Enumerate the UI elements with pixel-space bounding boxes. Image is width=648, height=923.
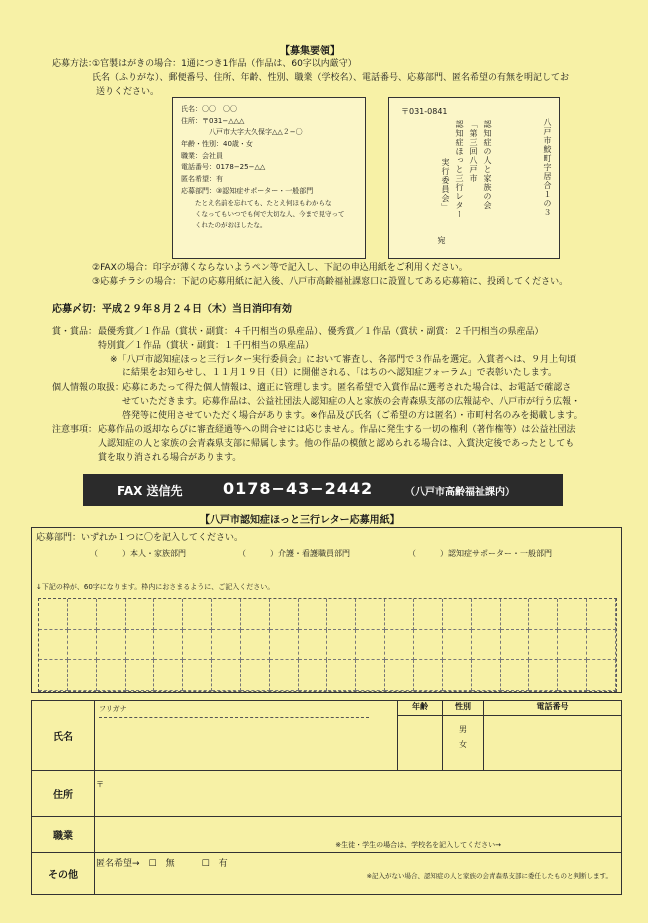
grid-cell[interactable] bbox=[328, 660, 357, 691]
sample-work3: くれたのがおほしたな。 bbox=[195, 221, 267, 229]
furigana-line bbox=[99, 717, 369, 718]
form-title: 【八戸市認知症ほっと三行レター応募用紙】 bbox=[200, 515, 400, 526]
grid-cell[interactable] bbox=[299, 630, 328, 661]
grid-cell[interactable] bbox=[39, 660, 68, 691]
grid-cell[interactable] bbox=[529, 599, 558, 630]
sample-anon: 匿名希望：有 bbox=[181, 175, 223, 183]
phone-field[interactable] bbox=[484, 701, 622, 771]
method-line1: ①官製はがきの場合：1通につき1作品（作品は、60字以内厳守） bbox=[92, 59, 357, 69]
prize1: 最優秀賞／１作品（賞状・副賞：４千円相当の県産品）、優秀賞／１作品（賞状・副賞：２千円相当の県産品） bbox=[98, 327, 544, 337]
method-fax: ②FAXの場合：印字が薄くならないようペン等で記入し、下記の申込用紙をご利用ください。 bbox=[92, 263, 468, 273]
sample-address1: 住所：〒031−△△△ bbox=[181, 117, 245, 125]
grid-cell[interactable] bbox=[270, 599, 299, 630]
grid-cell[interactable] bbox=[501, 599, 530, 630]
grid-cell[interactable] bbox=[154, 630, 183, 661]
sample-dept: 応募部門：③認知症サポーター・一般部門 bbox=[181, 187, 314, 195]
sample-col5: 実行委員会」 bbox=[441, 158, 450, 212]
gender-male[interactable]: 男 bbox=[459, 725, 467, 734]
sample-col2: 認知症の人と家族の会 bbox=[483, 120, 492, 210]
grid-cell[interactable] bbox=[241, 630, 270, 661]
grid-cell[interactable] bbox=[270, 660, 299, 691]
dept-option-family[interactable]: （ ）本人・家族部門 bbox=[90, 549, 186, 558]
grid-cell[interactable] bbox=[356, 630, 385, 661]
dept-option-supporter[interactable]: （ ）認知症サポーター・一般部門 bbox=[408, 549, 552, 558]
prize-note1: ※「八戸市認知症ほっと三行レター実行委員会」において審査し、各部門で３作品を選定。入賞者へは、９月上旬頃 bbox=[110, 355, 577, 365]
grid-cell[interactable] bbox=[558, 630, 587, 661]
method-line2: 氏名（ふりがな）、郵便番号、住所、年齢、性別、職業（学校名）、電話番号、応募部門、匿名希望の有無を明記してお bbox=[92, 73, 570, 83]
label-job: 職業 bbox=[32, 817, 95, 853]
grid-cell[interactable] bbox=[97, 660, 126, 691]
fax-label: FAX 送信先 bbox=[117, 484, 183, 498]
sample-name: 氏名：〇〇 〇〇 bbox=[181, 105, 237, 113]
grid-cell[interactable] bbox=[529, 660, 558, 691]
grid-cell[interactable] bbox=[270, 630, 299, 661]
notes1: 応募作品の返却ならびに審査経過等への問合せには応じません。作品に発生する一切の権利（著作権等）は公益社団法 bbox=[98, 425, 576, 435]
sample-postal: 〒031-0841 bbox=[401, 107, 448, 116]
grid-cell[interactable] bbox=[39, 599, 68, 630]
grid-cell[interactable] bbox=[558, 660, 587, 691]
grid-cell[interactable] bbox=[183, 630, 212, 661]
grid-cell[interactable] bbox=[356, 599, 385, 630]
method-label: 応募方法： bbox=[52, 59, 98, 69]
phone-label: 電話番号 bbox=[484, 701, 621, 716]
sample-address2: 八戸市大字大久保字△△２−〇 bbox=[209, 128, 303, 136]
grid-cell[interactable] bbox=[529, 630, 558, 661]
notes3: 賞を取り消される場合があります。 bbox=[98, 453, 242, 463]
name-field[interactable] bbox=[95, 701, 398, 771]
grid-cell[interactable] bbox=[414, 630, 443, 661]
other-note: ※記入がない場合、認知症の人と家族の会青森県支部に委任したものと判断します。 bbox=[366, 872, 612, 880]
grid-cell[interactable] bbox=[472, 630, 501, 661]
grid-cell[interactable] bbox=[328, 630, 357, 661]
grid-cell[interactable] bbox=[68, 660, 97, 691]
grid-cell[interactable] bbox=[501, 630, 530, 661]
job-note: ※生徒・学生の場合は、学校名を記入してください→ bbox=[335, 841, 501, 849]
prize-note2: に結果をお知らせし、１１月１９日（日）に開催される、「はちのへ認知症フォーラム」で表彰いたします。 bbox=[122, 368, 557, 378]
age-label: 年齢 bbox=[398, 701, 442, 716]
method-flyer: ③応募チラシの場合：下記の応募用紙に記入後、八戸市高齢福祉課窓口に設置してある応募箱に、投函してください。 bbox=[92, 277, 569, 287]
sample-job: 職業：会社員 bbox=[181, 152, 223, 160]
grid-cell[interactable] bbox=[154, 599, 183, 630]
privacy1: 応募にあたって得た個人情報は、適正に管理します。匿名希望で入賞作品に選考された場合は、お電話で確認さ bbox=[122, 383, 572, 393]
address-field[interactable] bbox=[95, 771, 622, 817]
guidelines-title: 【募集要領】 bbox=[280, 46, 340, 57]
sample-col6: 宛 bbox=[437, 236, 446, 245]
dept-prompt: 応募部門：いずれか１つに〇を記入してください。 bbox=[36, 533, 244, 543]
sample-work2: くなってもいつでも何で大切な人、今まで見守って bbox=[195, 210, 345, 218]
deadline: 応募〆切：平成２９年８月２４日（木）当日消印有効 bbox=[52, 304, 292, 315]
form-upper-box bbox=[31, 527, 622, 693]
sample-postcard-front bbox=[388, 97, 560, 259]
grid-cell[interactable] bbox=[356, 660, 385, 691]
grid-cell[interactable] bbox=[212, 660, 241, 691]
grid-cell[interactable] bbox=[183, 599, 212, 630]
grid-cell[interactable] bbox=[587, 599, 616, 630]
writing-grid[interactable] bbox=[38, 598, 617, 692]
postal-mark: 〒 bbox=[96, 780, 104, 789]
grid-cell[interactable] bbox=[414, 599, 443, 630]
sample-col1: 八戸市鮫町字居合１の３ bbox=[543, 118, 552, 217]
grid-cell[interactable] bbox=[68, 599, 97, 630]
grid-cell[interactable] bbox=[385, 630, 414, 661]
prize2: 特別賞／１作品（賞状・副賞：１千円相当の県産品） bbox=[98, 341, 315, 351]
grid-cell[interactable] bbox=[587, 630, 616, 661]
applicant-table bbox=[31, 700, 622, 895]
grid-cell[interactable] bbox=[328, 599, 357, 630]
method-line3: 送りください。 bbox=[96, 87, 160, 97]
prize-label: 賞・賞品： bbox=[52, 327, 98, 337]
grid-cell[interactable] bbox=[241, 599, 270, 630]
grid-cell[interactable] bbox=[414, 660, 443, 691]
other-field[interactable] bbox=[95, 853, 622, 895]
grid-cell[interactable] bbox=[587, 660, 616, 691]
notes2: 人認知症の人と家族の会青森県支部に帰属します。他の作品の模倣と認められる場合は、入賞決定後であったとしても bbox=[98, 439, 575, 449]
grid-cell[interactable] bbox=[443, 630, 472, 661]
label-address: 住所 bbox=[32, 771, 95, 817]
privacy2: せていただきます。応募作品は、公益社団法人認知症の人と家族の会青森県支部の広報誌や、八戸市が行う広報・ bbox=[122, 397, 581, 407]
privacy3: 啓発等に使用させていただく場合があります。※作品及び氏名（ご希望の方は匿名）・市町村名のみを掲載します。 bbox=[122, 411, 583, 421]
grid-cell[interactable] bbox=[241, 660, 270, 691]
grid-cell[interactable] bbox=[385, 660, 414, 691]
gender-label: 性別 bbox=[443, 701, 483, 716]
sample-col4: 認知症ほっと三行レター bbox=[455, 120, 464, 219]
gender-field[interactable] bbox=[443, 701, 484, 771]
privacy-label: 個人情報の取扱： bbox=[52, 383, 125, 393]
grid-cell[interactable] bbox=[97, 599, 126, 630]
grid-cell[interactable] bbox=[385, 599, 414, 630]
grid-cell[interactable] bbox=[126, 630, 155, 661]
grid-cell[interactable] bbox=[558, 599, 587, 630]
grid-cell[interactable] bbox=[154, 660, 183, 691]
grid-cell[interactable] bbox=[39, 630, 68, 661]
sample-work1: たとえ名前を忘れても、たとえ何ほもわからな bbox=[195, 199, 332, 207]
grid-cell[interactable] bbox=[472, 660, 501, 691]
age-field[interactable] bbox=[398, 701, 443, 771]
fax-number: 0178−43−2442 bbox=[223, 479, 374, 498]
grid-cell[interactable] bbox=[501, 660, 530, 691]
grid-cell[interactable] bbox=[126, 660, 155, 691]
grid-cell[interactable] bbox=[443, 599, 472, 630]
dept-option-care[interactable]: （ ）介護・看護職員部門 bbox=[238, 549, 350, 558]
gender-female[interactable]: 女 bbox=[459, 740, 467, 749]
sample-age: 年齢・性別：40歳・女 bbox=[181, 140, 253, 148]
grid-cell[interactable] bbox=[68, 630, 97, 661]
grid-cell[interactable] bbox=[472, 599, 501, 630]
grid-cell[interactable] bbox=[212, 599, 241, 630]
notes-label: 注意事項： bbox=[52, 425, 98, 435]
sample-phone: 電話番号：0178−25−△△ bbox=[181, 163, 266, 171]
fax-dept: （八戸市高齢福祉課内） bbox=[405, 487, 515, 498]
grid-cell[interactable] bbox=[183, 660, 212, 691]
grid-cell[interactable] bbox=[212, 630, 241, 661]
sample-col3: 「第三回八戸市 bbox=[469, 120, 478, 183]
sample-postcard-back bbox=[172, 97, 366, 259]
grid-cell[interactable] bbox=[299, 660, 328, 691]
grid-note: ↓下記の枠が、60字になります。枠内におさまるように、ご記入ください。 bbox=[36, 583, 275, 591]
job-field[interactable] bbox=[95, 817, 622, 853]
label-other: その他 bbox=[32, 853, 95, 895]
grid-cell[interactable] bbox=[97, 630, 126, 661]
label-name: 氏名 bbox=[32, 701, 95, 771]
grid-cell[interactable] bbox=[126, 599, 155, 630]
furigana-label: フリガナ bbox=[99, 705, 127, 713]
fax-banner bbox=[83, 474, 563, 506]
grid-cell[interactable] bbox=[299, 599, 328, 630]
grid-cell[interactable] bbox=[443, 660, 472, 691]
anon-choice[interactable]: 匿名希望→ ☐ 無 ☐ 有 bbox=[96, 859, 228, 869]
